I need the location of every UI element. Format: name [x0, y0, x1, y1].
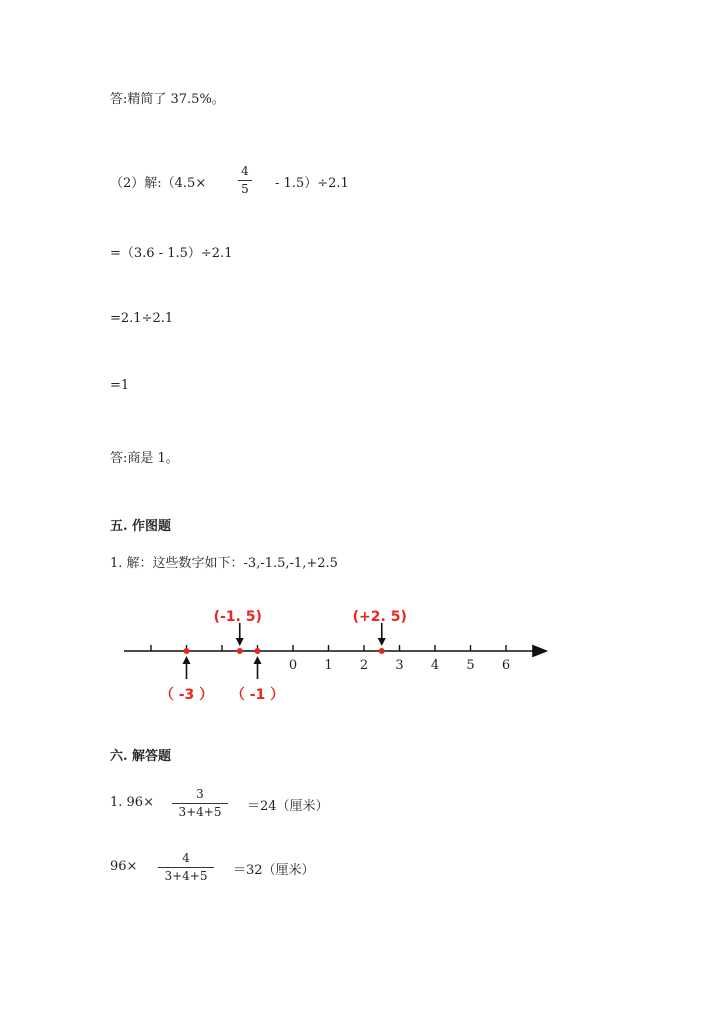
point--1 — [255, 648, 261, 654]
tick-label-1: 1 — [324, 658, 333, 673]
tick-label-6: 6 — [501, 658, 511, 673]
q2-frac-numerator: 4 — [241, 164, 249, 178]
point-2.5 — [379, 648, 385, 654]
row2-frac-bar — [158, 867, 214, 868]
tick-label-4: 4 — [430, 658, 440, 673]
step-2: =2.1÷2.1 — [110, 311, 174, 326]
point-label--3: （ -3 ） — [159, 687, 214, 703]
arrow-head--3 — [183, 656, 191, 664]
q2-prefix: （2）解:（4.5× — [110, 176, 207, 191]
row2-frac-denominator: 3+4+5 — [164, 869, 208, 883]
tick-label-5: 5 — [466, 658, 475, 673]
row1-suffix: ＝24（厘米） — [247, 799, 329, 814]
tick-label-2: 2 — [359, 658, 369, 673]
step-1: =（3.6 - 1.5）÷2.1 — [110, 246, 233, 261]
arrow-head--1 — [254, 656, 262, 664]
row1-frac-numerator: 3 — [196, 787, 204, 801]
row2-prefix: 96× — [110, 859, 138, 874]
tick-label-0: 0 — [288, 658, 298, 673]
tick-label-3: 3 — [395, 658, 404, 673]
q2-suffix: - 1.5）÷2.1 — [275, 176, 349, 191]
answer-1: 答:精简了 37.5%。 — [110, 92, 225, 107]
point-label--1.5: (-1. 5) — [213, 609, 262, 625]
row1-frac-bar — [172, 803, 228, 804]
arrow-head--1.5 — [236, 638, 244, 646]
section-5-text: 1. 解：这些数字如下：-3,-1.5,-1,+2.5 — [110, 556, 338, 571]
q2-frac-denominator: 5 — [241, 182, 249, 196]
row1-frac-denominator: 3+4+5 — [178, 805, 222, 819]
arrow-head-2.5 — [378, 638, 386, 646]
point--1.5 — [237, 648, 243, 654]
step-3: =1 — [110, 378, 130, 393]
point-label-2.5: (+2. 5) — [352, 609, 407, 625]
section-5-heading: 五. 作图题 — [110, 519, 172, 534]
row2-frac-numerator: 4 — [182, 851, 190, 865]
answer-2: 答:商是 1。 — [110, 451, 179, 466]
row2-suffix: ＝32（厘米） — [233, 863, 315, 878]
point--3 — [184, 648, 190, 654]
row1-fraction — [172, 787, 228, 820]
row2-fraction — [158, 851, 214, 884]
section-6-heading: 六. 解答题 — [110, 749, 172, 764]
row1-prefix: 1. 96× — [110, 795, 154, 810]
point-label--1: （ -1 ） — [230, 687, 285, 703]
